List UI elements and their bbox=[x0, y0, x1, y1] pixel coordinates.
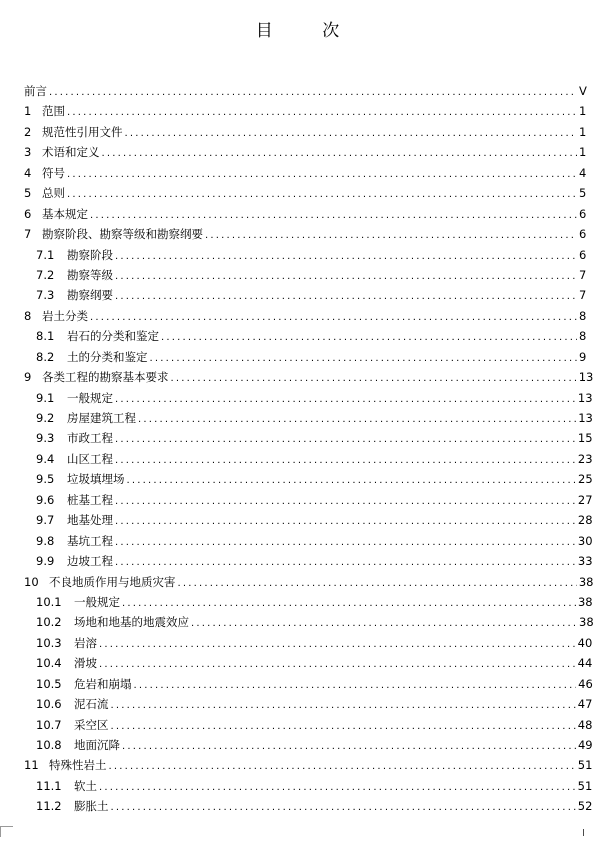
toc-entry-number: 9.8 bbox=[36, 533, 55, 548]
dot-leader bbox=[115, 512, 576, 532]
toc-entry-number: 10.5 bbox=[36, 676, 62, 691]
toc-entry-label: 地面沉降 bbox=[74, 738, 120, 752]
dot-leader bbox=[115, 247, 577, 267]
toc-entry-page: 9 bbox=[579, 349, 587, 364]
toc-entry-page: 49 bbox=[577, 738, 593, 752]
toc-entry-label: 不良地质作用与地质灾害 bbox=[49, 574, 176, 589]
toc-entry-page: 6 bbox=[579, 227, 587, 242]
toc-entry[interactable] bbox=[24, 776, 593, 796]
toc-entry[interactable] bbox=[24, 367, 594, 387]
toc-entry-label: 垃圾填埋场 bbox=[67, 472, 125, 487]
toc-entry[interactable] bbox=[24, 142, 585, 162]
dot-leader bbox=[115, 287, 577, 307]
toc-entry-label: 基坑工程 bbox=[67, 533, 113, 548]
toc-entry-page: 5 bbox=[579, 186, 587, 201]
toc-entry-label: 岩石的分类和鉴定 bbox=[67, 329, 159, 344]
dot-leader bbox=[191, 614, 577, 634]
toc-entry-label: 前言 bbox=[24, 84, 47, 98]
toc-entry-page: 30 bbox=[577, 533, 593, 548]
toc-entry[interactable] bbox=[24, 755, 593, 775]
toc-entry[interactable] bbox=[24, 449, 593, 469]
dot-leader bbox=[111, 798, 576, 818]
toc-entry-number: 9.6 bbox=[36, 492, 55, 507]
toc-entry[interactable] bbox=[24, 735, 593, 755]
dot-leader bbox=[109, 757, 576, 777]
toc-entry-number: 8 bbox=[24, 308, 32, 323]
toc-entry-page: 13 bbox=[578, 370, 594, 385]
toc-entry-page: 4 bbox=[579, 165, 587, 180]
dot-leader bbox=[115, 430, 576, 450]
toc-entry-page: 25 bbox=[578, 472, 593, 487]
toc-entry[interactable] bbox=[24, 633, 593, 653]
dot-leader bbox=[99, 635, 576, 655]
toc-entry-page: 7 bbox=[579, 288, 587, 303]
toc-entry-number: 10.6 bbox=[36, 697, 62, 712]
toc-entry-page: 38 bbox=[578, 574, 594, 589]
toc-entry-label: 勘察纲要 bbox=[67, 288, 113, 303]
dot-leader bbox=[99, 655, 576, 675]
toc-entry-page: V bbox=[579, 84, 587, 98]
toc-entry-label: 各类工程的勘察基本要求 bbox=[42, 370, 169, 385]
toc-entry-page: 28 bbox=[577, 513, 593, 528]
toc-entry-label: 桩基工程 bbox=[67, 492, 113, 507]
toc-entry-page: 7 bbox=[579, 267, 587, 282]
toc-entry-number: 10.1 bbox=[36, 594, 62, 609]
toc-entry-label: 市政工程 bbox=[67, 431, 113, 446]
toc-entry-label: 勘察阶段 bbox=[67, 247, 113, 262]
toc-entry-number: 10.8 bbox=[36, 738, 62, 752]
toc-entry-number: 9.9 bbox=[36, 554, 55, 569]
toc-entry-number: 7.3 bbox=[36, 288, 55, 303]
toc-entry[interactable] bbox=[24, 551, 593, 571]
toc-entry-label: 规范性引用文件 bbox=[42, 124, 123, 139]
toc-entry-number: 10.2 bbox=[36, 615, 62, 630]
toc-entry-page: 23 bbox=[577, 451, 593, 466]
toc-entry-number: 8.1 bbox=[36, 329, 55, 344]
dot-leader bbox=[161, 328, 577, 348]
toc-entry-label: 范围 bbox=[42, 104, 65, 119]
toc-entry[interactable] bbox=[24, 183, 585, 203]
dot-leader bbox=[111, 717, 576, 737]
toc-entry[interactable] bbox=[24, 265, 585, 285]
dot-leader bbox=[102, 144, 578, 164]
dot-leader bbox=[115, 451, 576, 471]
toc-entry[interactable] bbox=[24, 694, 593, 714]
toc-entry-label: 地基处理 bbox=[67, 513, 113, 528]
toc-entry-number: 3 bbox=[24, 145, 32, 160]
toc-entry-page: 1 bbox=[579, 104, 587, 119]
toc-entry-page: 51 bbox=[577, 758, 593, 773]
toc-entry-label: 总则 bbox=[42, 186, 65, 201]
dot-leader bbox=[134, 676, 577, 696]
toc-entry-page: 38 bbox=[579, 615, 594, 630]
toc-entry[interactable] bbox=[24, 469, 593, 489]
dot-leader bbox=[115, 553, 576, 573]
toc-entry-page: 47 bbox=[577, 697, 593, 712]
toc-entry[interactable] bbox=[24, 326, 585, 346]
toc-entry-number: 6 bbox=[24, 206, 32, 221]
toc-entry-page: 44 bbox=[577, 656, 593, 671]
toc-entry[interactable] bbox=[24, 245, 585, 265]
dot-leader bbox=[122, 737, 576, 757]
footer-page-marker: I bbox=[582, 828, 585, 839]
toc-entry-number: 11.2 bbox=[36, 799, 62, 814]
table-of-contents bbox=[24, 81, 594, 817]
toc-entry-label: 勘察等级 bbox=[67, 267, 113, 282]
toc-entry-number: 9.2 bbox=[36, 411, 55, 425]
toc-entry-number: 9 bbox=[24, 370, 32, 385]
toc-entry[interactable] bbox=[24, 285, 585, 305]
toc-entry-label: 危岩和崩塌 bbox=[74, 676, 132, 691]
toc-entry-label: 勘察阶段、勘察等级和勘察纲要 bbox=[42, 227, 203, 242]
toc-entry[interactable] bbox=[24, 531, 593, 551]
toc-entry-page: 8 bbox=[579, 329, 587, 344]
toc-entry-label: 场地和地基的地震效应 bbox=[74, 615, 189, 630]
toc-entry-number: 10 bbox=[24, 574, 39, 589]
toc-entry[interactable] bbox=[24, 490, 593, 510]
toc-entry-number: 9.7 bbox=[36, 513, 55, 528]
toc-entry-number: 10.7 bbox=[36, 717, 62, 732]
toc-entry[interactable] bbox=[24, 408, 593, 428]
toc-entry-label: 泥石流 bbox=[74, 697, 109, 712]
toc-entry-number: 9.4 bbox=[36, 451, 55, 466]
toc-entry-page: 46 bbox=[578, 676, 593, 691]
toc-entry-number: 7.1 bbox=[36, 247, 55, 262]
dot-leader bbox=[67, 165, 577, 185]
toc-entry-label: 基本规定 bbox=[42, 206, 88, 221]
toc-entry-label: 房屋建筑工程 bbox=[67, 411, 136, 425]
toc-entry[interactable] bbox=[24, 347, 585, 367]
dot-leader bbox=[90, 308, 577, 328]
toc-entry-page: 1 bbox=[579, 124, 587, 139]
toc-entry[interactable] bbox=[24, 224, 585, 244]
toc-entry[interactable] bbox=[24, 510, 593, 530]
toc-entry[interactable] bbox=[24, 163, 585, 183]
dot-leader bbox=[122, 594, 576, 614]
toc-entry-number: 9.5 bbox=[36, 472, 55, 487]
toc-entry-page: 33 bbox=[577, 554, 593, 569]
toc-entry-label: 一般规定 bbox=[74, 594, 120, 609]
toc-entry-number: 9.1 bbox=[36, 390, 55, 405]
toc-entry-page: 38 bbox=[577, 594, 593, 609]
toc-entry-page: 27 bbox=[577, 492, 593, 507]
dot-leader bbox=[115, 533, 576, 553]
toc-entry[interactable] bbox=[24, 796, 593, 816]
toc-entry-label: 岩溶 bbox=[74, 635, 97, 650]
toc-entry-page: 52 bbox=[577, 799, 593, 814]
dot-leader bbox=[115, 390, 576, 410]
toc-entry-label: 一般规定 bbox=[67, 390, 113, 405]
toc-entry-label: 土的分类和鉴定 bbox=[67, 349, 148, 364]
dot-leader bbox=[127, 471, 577, 491]
dot-leader bbox=[49, 83, 577, 103]
dot-leader bbox=[67, 185, 577, 205]
toc-entry-label: 膨胀土 bbox=[74, 799, 109, 814]
toc-entry-number: 1 bbox=[24, 104, 32, 119]
dot-leader bbox=[125, 124, 578, 144]
toc-entry[interactable] bbox=[24, 572, 594, 592]
toc-entry[interactable] bbox=[24, 306, 585, 326]
dot-leader bbox=[67, 103, 577, 123]
toc-entry[interactable] bbox=[24, 612, 594, 632]
toc-entry[interactable] bbox=[24, 204, 585, 224]
toc-entry-label: 软土 bbox=[74, 778, 97, 793]
toc-entry-page: 48 bbox=[577, 717, 593, 732]
toc-entry-label: 岩土分类 bbox=[42, 308, 88, 323]
dot-leader bbox=[150, 349, 578, 369]
toc-entry-number: 8.2 bbox=[36, 349, 55, 364]
toc-entry[interactable] bbox=[24, 388, 593, 408]
toc-entry-page: 40 bbox=[577, 635, 593, 650]
toc-entry-label: 术语和定义 bbox=[42, 145, 100, 160]
dot-leader bbox=[115, 267, 577, 287]
page-corner-mark bbox=[0, 826, 13, 837]
dot-leader bbox=[205, 226, 577, 246]
toc-entry[interactable] bbox=[24, 715, 593, 735]
toc-entry-number: 10.3 bbox=[36, 635, 62, 650]
toc-entry-number: 11.1 bbox=[36, 778, 62, 793]
dot-leader bbox=[171, 369, 577, 389]
toc-entry-page: 15 bbox=[577, 431, 593, 446]
toc-entry-number: 2 bbox=[24, 124, 32, 139]
toc-entry[interactable] bbox=[24, 674, 593, 694]
toc-entry-number: 10.4 bbox=[36, 656, 62, 671]
toc-entry-page: 13 bbox=[577, 390, 593, 405]
toc-entry-number: 4 bbox=[24, 165, 32, 180]
toc-entry-page: 1 bbox=[579, 145, 587, 160]
toc-entry-number: 7.2 bbox=[36, 267, 55, 282]
dot-leader bbox=[99, 778, 576, 798]
toc-entry-label: 符号 bbox=[42, 165, 65, 180]
toc-entry-label: 采空区 bbox=[74, 717, 109, 732]
dot-leader bbox=[111, 696, 576, 716]
toc-entry-number: 7 bbox=[24, 227, 32, 242]
toc-entry-label: 特殊性岩土 bbox=[49, 758, 107, 773]
dot-leader bbox=[115, 492, 576, 512]
toc-entry[interactable] bbox=[24, 81, 585, 101]
toc-entry[interactable] bbox=[24, 101, 585, 121]
toc-entry-label: 山区工程 bbox=[67, 451, 113, 466]
toc-entry-page: 51 bbox=[577, 778, 593, 793]
toc-entry-page: 13 bbox=[578, 411, 593, 425]
toc-entry[interactable] bbox=[24, 653, 593, 673]
toc-entry-number: 11 bbox=[24, 758, 39, 773]
toc-entry-label: 滑坡 bbox=[74, 656, 97, 671]
toc-entry-number: 9.3 bbox=[36, 431, 55, 446]
toc-entry-label: 边坡工程 bbox=[67, 554, 113, 569]
toc-entry-page: 6 bbox=[579, 206, 587, 221]
toc-entry[interactable] bbox=[24, 428, 593, 448]
dot-leader bbox=[90, 206, 577, 226]
toc-entry-number: 5 bbox=[24, 186, 32, 201]
dot-leader bbox=[138, 410, 576, 430]
toc-entry-page: 6 bbox=[579, 247, 587, 262]
dot-leader bbox=[178, 574, 577, 594]
toc-title: 目 次 bbox=[255, 21, 362, 41]
toc-entry[interactable] bbox=[24, 592, 593, 612]
toc-entry[interactable] bbox=[24, 122, 585, 142]
toc-entry-page: 8 bbox=[579, 308, 587, 323]
